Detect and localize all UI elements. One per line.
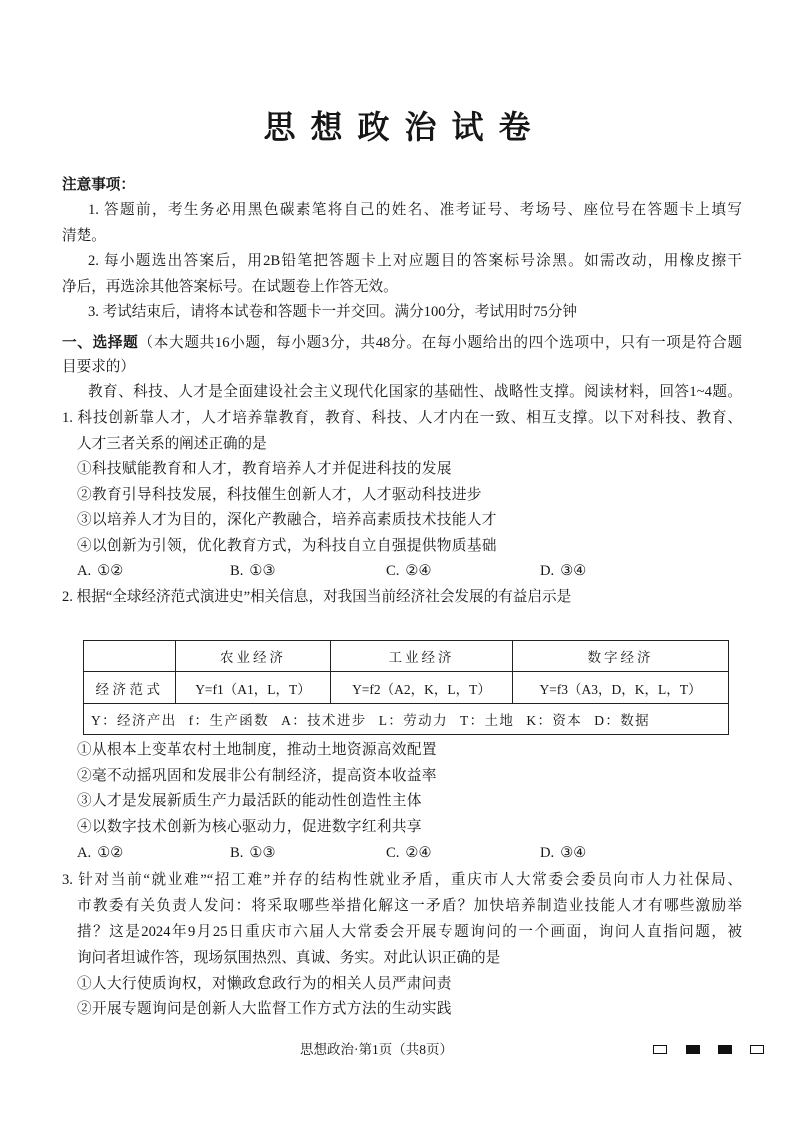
header-industrial-economy bbox=[331, 641, 513, 672]
section-intro: 教育、科技、人才是全面建设社会主义现代化国家的基础性、战略性支撑。阅读材料，回答1~4题。 bbox=[88, 383, 742, 400]
answer-options bbox=[62, 559, 742, 585]
statement-2: ②毫不动摇巩固和发展非公有制经济，提高资本收益率 bbox=[77, 767, 437, 784]
note-1 bbox=[62, 198, 742, 223]
row-label: 经济范式 bbox=[95, 681, 164, 697]
note-text: 考试结束后，请将本试卷和答题卡一并交回。满分100分，考试用时75分钟 bbox=[102, 303, 577, 320]
notes-heading: 注意事项： bbox=[62, 177, 135, 193]
statement-4: ④以数字技术创新为核心驱动力，促进数字红利共享 bbox=[77, 819, 422, 836]
option-value: ③④ bbox=[560, 563, 587, 579]
legend-item: K：资本 bbox=[526, 713, 583, 728]
legend-item: T：土地 bbox=[459, 713, 515, 728]
option-d bbox=[540, 841, 586, 867]
table-row-paradigm bbox=[84, 672, 729, 704]
option-a bbox=[77, 559, 123, 585]
question-stem-continued: 市教委有关负责人发问：将采取哪些举措化解这一矛盾？加快培养制造业技能人才有哪些激励举 bbox=[77, 897, 742, 914]
footer-mark-filled bbox=[718, 1045, 732, 1054]
option-value: ①③ bbox=[249, 844, 276, 861]
legend-item: D：数据 bbox=[594, 713, 651, 728]
exam-title: 思想政治试卷 bbox=[263, 108, 546, 146]
question-stem-text: 针对当前“就业难”“招工难”并存的结构性就业矛盾，重庆市人大常委会委员向市人力社保局、 bbox=[78, 872, 742, 888]
option-letter: A. bbox=[77, 844, 92, 861]
option-letter: B. bbox=[230, 844, 244, 861]
table-header-row bbox=[84, 641, 729, 672]
footer-mark-outline bbox=[653, 1045, 667, 1054]
option-b bbox=[230, 841, 276, 867]
option-value: ①② bbox=[97, 563, 124, 579]
statement-4: ④以创新为引领，优化教育方式，为科技自立自强提供物质基础 bbox=[77, 537, 497, 554]
note-2 bbox=[62, 249, 742, 274]
question-number: 3. bbox=[62, 872, 73, 888]
note-2-continued: 净后，再选涂其他答案标号。在试题卷上作答无效。 bbox=[62, 278, 398, 295]
legend-item: Y：经济产出 bbox=[91, 713, 177, 728]
statement-1: ①人大行使质询权，对懒政怠政行为的相关人员严肃问责 bbox=[77, 975, 452, 992]
question-2 bbox=[62, 585, 742, 610]
section-description: （本大题共16小题，每小题3分，共48分。在每小题给出的四个选项中，只有一项是符合题 bbox=[138, 334, 742, 351]
question-number: 1. bbox=[62, 410, 73, 426]
note-3 bbox=[62, 300, 742, 325]
table-legend bbox=[84, 709, 728, 729]
note-number: 3. bbox=[88, 303, 99, 320]
section-heading bbox=[62, 331, 742, 356]
header-text: 农业经济 bbox=[220, 650, 286, 665]
footer-mark-outline bbox=[750, 1045, 764, 1054]
option-letter: D. bbox=[540, 563, 555, 579]
option-value: ③④ bbox=[560, 844, 587, 861]
header-text: 数字经济 bbox=[587, 650, 654, 665]
table-legend-row bbox=[84, 704, 729, 735]
statement-1: ①从根本上变革农村土地制度，推动土地资源高效配置 bbox=[77, 742, 437, 758]
option-value: ②④ bbox=[405, 563, 432, 579]
question-stem-text: 根据“全球经济范式演进史”相关信息，对我国当前经济社会发展的有益启示是 bbox=[76, 588, 572, 605]
option-d bbox=[540, 559, 586, 585]
option-value: ②④ bbox=[405, 844, 432, 861]
footer-mark-filled bbox=[686, 1045, 700, 1054]
note-1-continued: 清楚。 bbox=[62, 227, 106, 244]
option-c bbox=[386, 559, 432, 585]
question-number: 2. bbox=[62, 588, 73, 605]
section-label: 一、选择题 bbox=[62, 334, 139, 351]
question-1 bbox=[62, 406, 742, 585]
question-stem-text: 科技创新靠人才，人才培养靠教育，教育、科技、人才内在一致、相互支撑。以下对科技、教育、 bbox=[77, 410, 742, 426]
question-stem-continued: 询问者坦诚作答，现场氛围热烈、真诚、务实。对此认识正确的是 bbox=[77, 949, 501, 966]
header-digital-economy bbox=[513, 641, 729, 672]
option-letter: C. bbox=[386, 563, 400, 579]
section-description-continued: 目要求的） bbox=[62, 359, 135, 375]
option-letter: D. bbox=[540, 844, 555, 861]
statement-1: ①科技赋能教育和人才，教育培养人才并促进科技的发展 bbox=[77, 461, 452, 477]
option-c bbox=[386, 841, 432, 867]
row-label-cell bbox=[84, 672, 176, 704]
header-agricultural-economy bbox=[176, 641, 331, 672]
question-stem-continued: 人才三者关系的阐述正确的是 bbox=[77, 435, 267, 452]
page-footer: 思想政治·第1页（共8页） bbox=[300, 1042, 453, 1057]
question-stem-continued: 措？这是2024年9月25日重庆市六届人大常委会开展专题询问的一个画面，询问人直指问题，被 bbox=[77, 923, 742, 940]
statement-2: ②教育引导科技发展，科技催生创新人才，人才驱动科技进步 bbox=[77, 486, 482, 503]
section-choice bbox=[62, 331, 742, 405]
option-letter: B. bbox=[230, 563, 244, 579]
notes-section bbox=[62, 173, 742, 325]
legend-item: A：技术进步 bbox=[281, 713, 367, 728]
question-3 bbox=[62, 868, 742, 1023]
header-text: 工业经济 bbox=[388, 650, 455, 665]
note-number: 2. bbox=[88, 253, 99, 270]
option-a bbox=[77, 841, 123, 867]
statement-3: ③以培养人才为目的，深化产教融合，培养高素质技术技能人才 bbox=[77, 512, 497, 528]
formula-agricultural: Y=f1（A1，L，T） bbox=[176, 672, 331, 704]
option-letter: C. bbox=[386, 844, 400, 861]
legend-item: L：劳动力 bbox=[378, 713, 448, 728]
note-number: 1. bbox=[88, 202, 99, 219]
note-text: 答题前，考生务必用黑色碳素笔将自己的姓名、准考证号、考场号、座位号在答题卡上填写 bbox=[104, 202, 742, 219]
answer-options bbox=[62, 841, 742, 867]
legend-cell bbox=[84, 704, 729, 735]
formula-industrial: Y=f2（A2，K，L，T） bbox=[331, 672, 513, 704]
table-corner-cell bbox=[84, 641, 176, 672]
legend-item: f：生产函数 bbox=[188, 713, 270, 728]
option-value: ①③ bbox=[249, 563, 276, 579]
question-2-statements bbox=[62, 738, 742, 866]
option-letter: A. bbox=[77, 563, 92, 579]
note-text: 每小题选出答案后，用2B铅笔把答题卡上对应题目的答案标号涂黑。如需改动，用橡皮擦干 bbox=[103, 253, 742, 270]
option-value: ①② bbox=[97, 844, 124, 861]
statement-2: ②开展专题询问是创新人大监督工作方式方法的生动实践 bbox=[77, 1001, 452, 1018]
question-stem bbox=[62, 406, 742, 432]
question-stem bbox=[62, 868, 742, 894]
statement-3: ③人才是发展新质生产力最活跃的能动性创造性主体 bbox=[77, 793, 422, 810]
economic-paradigm-table bbox=[83, 640, 729, 735]
option-b bbox=[230, 559, 276, 585]
question-stem bbox=[62, 585, 742, 610]
formula-digital: Y=f3（A3，D，K，L，T） bbox=[513, 672, 729, 704]
